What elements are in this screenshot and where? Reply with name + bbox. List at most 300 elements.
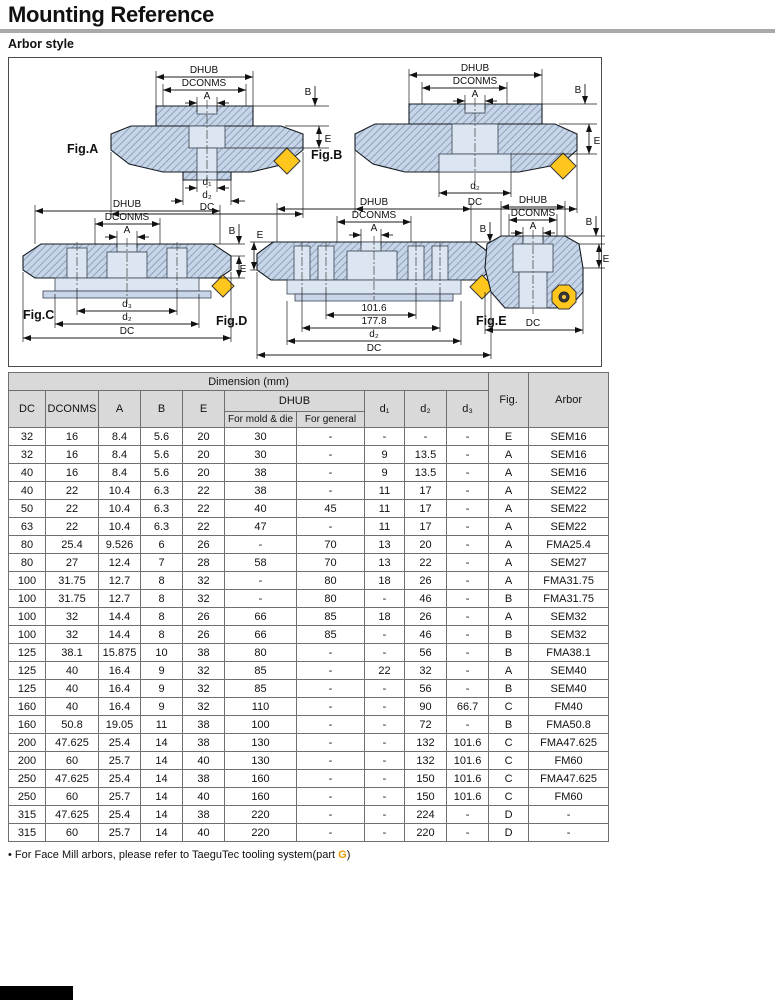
cell: 13.5 bbox=[405, 446, 447, 464]
cell: 32 bbox=[46, 608, 99, 626]
cell: 220 bbox=[405, 824, 447, 842]
table-row bbox=[9, 500, 609, 518]
table-row bbox=[9, 824, 609, 842]
cell: 250 bbox=[9, 788, 46, 806]
header-dhub: DHUB bbox=[225, 391, 365, 412]
dim-label-d2: d₂ bbox=[202, 190, 212, 201]
fig-a-label: Fig.A bbox=[67, 142, 99, 156]
cell: - bbox=[365, 806, 405, 824]
cell: - bbox=[447, 518, 489, 536]
cell: 100 bbox=[9, 608, 46, 626]
cell: - bbox=[365, 752, 405, 770]
cell: A bbox=[489, 500, 529, 518]
cell: - bbox=[365, 824, 405, 842]
dim-label-d2: d₂ bbox=[369, 329, 379, 340]
cell: - bbox=[297, 824, 365, 842]
cell: 25.7 bbox=[99, 752, 141, 770]
cell: 40 bbox=[183, 824, 225, 842]
cell: SEM22 bbox=[529, 500, 609, 518]
dim-label-b: B bbox=[228, 226, 236, 237]
header-dconms: DCONMS bbox=[46, 391, 99, 428]
footnote-part-letter: G bbox=[338, 849, 347, 861]
footnote-bullet: • bbox=[8, 849, 12, 861]
cell: 32 bbox=[405, 662, 447, 680]
cell: 8 bbox=[141, 590, 183, 608]
cell: 9.526 bbox=[99, 536, 141, 554]
header-fig: Fig. bbox=[489, 373, 529, 428]
cell: 160 bbox=[9, 698, 46, 716]
cell: 132 bbox=[405, 734, 447, 752]
cell: A bbox=[489, 536, 529, 554]
cell: 47.625 bbox=[46, 734, 99, 752]
header-e: E bbox=[183, 391, 225, 428]
cell: 8 bbox=[141, 608, 183, 626]
cell: 16 bbox=[46, 446, 99, 464]
cell: 40 bbox=[46, 680, 99, 698]
cell: 19.05 bbox=[99, 716, 141, 734]
cell: 9 bbox=[365, 464, 405, 482]
cell: 17 bbox=[405, 500, 447, 518]
cell: SEM16 bbox=[529, 464, 609, 482]
cell: 27 bbox=[46, 554, 99, 572]
cell: - bbox=[297, 734, 365, 752]
cell: 38 bbox=[183, 644, 225, 662]
dim-label-a: A bbox=[203, 91, 211, 102]
cell: 315 bbox=[9, 824, 46, 842]
cell: 9 bbox=[141, 662, 183, 680]
cell: - bbox=[297, 698, 365, 716]
cell: 22 bbox=[46, 482, 99, 500]
cell: 26 bbox=[405, 572, 447, 590]
cell: 26 bbox=[183, 626, 225, 644]
header-dhub-mold: For mold & die bbox=[225, 412, 297, 428]
cell: 6.3 bbox=[141, 482, 183, 500]
cell: A bbox=[489, 662, 529, 680]
footnote-text: For Face Mill arbors, please refer to TaeguTec tooling system(part bbox=[11, 849, 339, 861]
table-row bbox=[9, 626, 609, 644]
dim-label-dhub: DHUB bbox=[460, 63, 490, 74]
cell: B bbox=[489, 590, 529, 608]
cell: 40 bbox=[46, 662, 99, 680]
arbor-figure-panel bbox=[8, 57, 610, 367]
cell: - bbox=[225, 572, 297, 590]
cell: 101.6 bbox=[447, 770, 489, 788]
cell: 26 bbox=[183, 536, 225, 554]
cell: 11 bbox=[365, 482, 405, 500]
cell: 28 bbox=[183, 554, 225, 572]
cell: 100 bbox=[9, 590, 46, 608]
cell: - bbox=[365, 770, 405, 788]
cell: 38 bbox=[183, 806, 225, 824]
cell: B bbox=[489, 644, 529, 662]
cell: 26 bbox=[405, 608, 447, 626]
dim-label-dc: DC bbox=[525, 318, 541, 329]
cell: SEM16 bbox=[529, 446, 609, 464]
page-title: Mounting Reference bbox=[8, 2, 215, 27]
cell: 250 bbox=[9, 770, 46, 788]
dim-label-dconms: DCONMS bbox=[510, 208, 556, 219]
cell: 125 bbox=[9, 680, 46, 698]
header-d3: d₃ bbox=[447, 391, 489, 428]
cell: 14 bbox=[141, 752, 183, 770]
cell: - bbox=[297, 428, 365, 446]
table-row bbox=[9, 608, 609, 626]
cell: C bbox=[489, 788, 529, 806]
cell: A bbox=[489, 518, 529, 536]
cell: 14 bbox=[141, 824, 183, 842]
cell: FMA31.75 bbox=[529, 572, 609, 590]
cell: 32 bbox=[9, 428, 46, 446]
cell: 80 bbox=[297, 572, 365, 590]
cell: - bbox=[447, 482, 489, 500]
cell: 60 bbox=[46, 788, 99, 806]
cell: 20 bbox=[405, 536, 447, 554]
section-subtitle: Arbor style bbox=[8, 37, 74, 51]
cell: - bbox=[447, 680, 489, 698]
cell: 22 bbox=[46, 500, 99, 518]
cell: - bbox=[297, 482, 365, 500]
dim-label-dconms: DCONMS bbox=[181, 78, 227, 89]
cell: 14 bbox=[141, 734, 183, 752]
cell: - bbox=[297, 464, 365, 482]
dim-label-dhub: DHUB bbox=[189, 65, 219, 76]
dim-label-e: E bbox=[602, 254, 610, 265]
dim-label-dconms: DCONMS bbox=[452, 76, 498, 87]
cell: 17 bbox=[405, 518, 447, 536]
cell: 224 bbox=[405, 806, 447, 824]
cell: 40 bbox=[225, 500, 297, 518]
cell: 130 bbox=[225, 734, 297, 752]
cell: - bbox=[365, 734, 405, 752]
cell: - bbox=[447, 590, 489, 608]
cell: 14 bbox=[141, 806, 183, 824]
cell: 9 bbox=[365, 446, 405, 464]
cell: A bbox=[489, 446, 529, 464]
cell: 22 bbox=[183, 482, 225, 500]
cell: 200 bbox=[9, 734, 46, 752]
table-row bbox=[9, 644, 609, 662]
cell: 26 bbox=[183, 608, 225, 626]
cell: 85 bbox=[225, 662, 297, 680]
dim-label-d1: d₁ bbox=[202, 177, 212, 188]
dim-label-b: B bbox=[479, 224, 487, 235]
cell: 46 bbox=[405, 590, 447, 608]
dim-label-b: B bbox=[585, 217, 593, 228]
cell: 25.7 bbox=[99, 824, 141, 842]
dim-label-dhub: DHUB bbox=[359, 197, 389, 208]
cell: 85 bbox=[297, 608, 365, 626]
header-arbor: Arbor bbox=[529, 373, 609, 428]
fig-d-label: Fig.D bbox=[216, 314, 248, 328]
table-body bbox=[9, 428, 609, 842]
cell: C bbox=[489, 752, 529, 770]
header-a: A bbox=[99, 391, 141, 428]
table-row bbox=[9, 770, 609, 788]
cell: SEM32 bbox=[529, 608, 609, 626]
dim-label-b: B bbox=[304, 87, 312, 98]
cell: - bbox=[529, 824, 609, 842]
cell: - bbox=[447, 428, 489, 446]
cell: - bbox=[365, 716, 405, 734]
table-row bbox=[9, 518, 609, 536]
cell: 40 bbox=[183, 788, 225, 806]
cell: - bbox=[297, 716, 365, 734]
cell: 38 bbox=[183, 734, 225, 752]
cell: E bbox=[489, 428, 529, 446]
cell: 5.6 bbox=[141, 446, 183, 464]
cell: 12.4 bbox=[99, 554, 141, 572]
dim-label-e: E bbox=[239, 264, 247, 275]
cell: 16 bbox=[46, 464, 99, 482]
cell: 160 bbox=[225, 770, 297, 788]
cell: 25.4 bbox=[99, 770, 141, 788]
cell: A bbox=[489, 572, 529, 590]
cell: - bbox=[365, 590, 405, 608]
fig-c-label: Fig.C bbox=[23, 308, 55, 322]
cell: - bbox=[447, 446, 489, 464]
table-row bbox=[9, 752, 609, 770]
cell: 47 bbox=[225, 518, 297, 536]
cell: SEM16 bbox=[529, 428, 609, 446]
cell: A bbox=[489, 554, 529, 572]
cell: - bbox=[225, 536, 297, 554]
cell: 10.4 bbox=[99, 482, 141, 500]
table-row bbox=[9, 662, 609, 680]
cell: 18 bbox=[365, 608, 405, 626]
cell: 66 bbox=[225, 626, 297, 644]
cell: 14 bbox=[141, 770, 183, 788]
cell: 220 bbox=[225, 824, 297, 842]
cell: 7 bbox=[141, 554, 183, 572]
cell: 25.4 bbox=[99, 734, 141, 752]
table-row bbox=[9, 572, 609, 590]
table-row bbox=[9, 806, 609, 824]
cell: - bbox=[529, 806, 609, 824]
dimension-table bbox=[8, 372, 609, 842]
cell: 20 bbox=[183, 464, 225, 482]
footnote-text-after: ) bbox=[346, 849, 351, 861]
cell: FMA50.8 bbox=[529, 716, 609, 734]
cell: - bbox=[297, 446, 365, 464]
cell: A bbox=[489, 464, 529, 482]
table-row bbox=[9, 788, 609, 806]
cell: 32 bbox=[183, 590, 225, 608]
cell: 25.4 bbox=[46, 536, 99, 554]
cell: D bbox=[489, 806, 529, 824]
cell: 13.5 bbox=[405, 464, 447, 482]
cell: 60 bbox=[46, 752, 99, 770]
cell: 31.75 bbox=[46, 590, 99, 608]
dim-label-a: A bbox=[123, 225, 131, 236]
cell: - bbox=[297, 680, 365, 698]
cell: 100 bbox=[9, 572, 46, 590]
cell: 8.4 bbox=[99, 446, 141, 464]
cell: 125 bbox=[9, 644, 46, 662]
table-row bbox=[9, 734, 609, 752]
cell: 16.4 bbox=[99, 698, 141, 716]
cell: 31.75 bbox=[46, 572, 99, 590]
cell: D bbox=[489, 824, 529, 842]
cell: 18 bbox=[365, 572, 405, 590]
table-row bbox=[9, 698, 609, 716]
footnote bbox=[8, 849, 350, 861]
cell: 46 bbox=[405, 626, 447, 644]
cell: 14.4 bbox=[99, 608, 141, 626]
cell: 47.625 bbox=[46, 770, 99, 788]
cell: 22 bbox=[183, 500, 225, 518]
fig-c-drawing bbox=[15, 198, 247, 344]
cell: 47.625 bbox=[46, 806, 99, 824]
cell: - bbox=[297, 518, 365, 536]
cell: 20 bbox=[183, 428, 225, 446]
table-row bbox=[9, 428, 609, 446]
cell: 101.6 bbox=[447, 734, 489, 752]
cell: 130 bbox=[225, 752, 297, 770]
cell: 32 bbox=[183, 698, 225, 716]
cell: FMA47.625 bbox=[529, 770, 609, 788]
cell: 80 bbox=[297, 590, 365, 608]
cell: - bbox=[365, 428, 405, 446]
cell: 10.4 bbox=[99, 500, 141, 518]
cell: 58 bbox=[225, 554, 297, 572]
cell: SEM27 bbox=[529, 554, 609, 572]
dim-label-dc: DC bbox=[366, 343, 382, 354]
cell: - bbox=[297, 788, 365, 806]
table-row bbox=[9, 536, 609, 554]
cell: 90 bbox=[405, 698, 447, 716]
cell: 25.4 bbox=[99, 806, 141, 824]
dim-label-d2: d₂ bbox=[470, 181, 480, 192]
cell: 50.8 bbox=[46, 716, 99, 734]
cell: 60 bbox=[46, 824, 99, 842]
cell: - bbox=[365, 788, 405, 806]
cell: - bbox=[447, 626, 489, 644]
cell: 101.6 bbox=[447, 752, 489, 770]
cell: 72 bbox=[405, 716, 447, 734]
cell: 220 bbox=[225, 806, 297, 824]
cell: 8 bbox=[141, 626, 183, 644]
cell: 6.3 bbox=[141, 518, 183, 536]
cell: FMA25.4 bbox=[529, 536, 609, 554]
insert-screw-center bbox=[562, 295, 566, 299]
cell: 100 bbox=[9, 626, 46, 644]
cell: 30 bbox=[225, 428, 297, 446]
cell: FM60 bbox=[529, 752, 609, 770]
cell: 101.6 bbox=[447, 788, 489, 806]
dim-label-dc: DC bbox=[467, 197, 483, 208]
cell: 200 bbox=[9, 752, 46, 770]
cell: SEM40 bbox=[529, 662, 609, 680]
cell: A bbox=[489, 608, 529, 626]
cell: - bbox=[447, 536, 489, 554]
cell: FM40 bbox=[529, 698, 609, 716]
cell: 11 bbox=[365, 518, 405, 536]
cell: 32 bbox=[183, 572, 225, 590]
cell: 110 bbox=[225, 698, 297, 716]
cell: - bbox=[297, 644, 365, 662]
dim-label-dc: DC bbox=[199, 202, 215, 213]
cell: 56 bbox=[405, 644, 447, 662]
cell: - bbox=[225, 590, 297, 608]
cell: 38 bbox=[183, 770, 225, 788]
cell: FMA38.1 bbox=[529, 644, 609, 662]
cell: 38 bbox=[225, 482, 297, 500]
cell: B bbox=[489, 626, 529, 644]
table-header bbox=[9, 373, 609, 428]
dim-label-dhub: DHUB bbox=[518, 195, 548, 206]
cell: 32 bbox=[183, 662, 225, 680]
cell: 66 bbox=[225, 608, 297, 626]
cell: - bbox=[447, 554, 489, 572]
cell: 85 bbox=[225, 680, 297, 698]
cell: 16 bbox=[46, 428, 99, 446]
cell: 38 bbox=[225, 464, 297, 482]
header-dimension-group: Dimension (mm) bbox=[9, 373, 489, 391]
cell: - bbox=[447, 464, 489, 482]
cell: 9 bbox=[141, 698, 183, 716]
cell: 40 bbox=[9, 482, 46, 500]
dim-label-bc2: 177.8 bbox=[361, 316, 387, 327]
dim-label-d3: d₃ bbox=[122, 299, 132, 310]
cell: - bbox=[447, 644, 489, 662]
header-dhub-general: For general bbox=[297, 412, 365, 428]
cell: 10.4 bbox=[99, 518, 141, 536]
cell: - bbox=[447, 572, 489, 590]
cell: 40 bbox=[183, 752, 225, 770]
cell: 32 bbox=[46, 626, 99, 644]
cell: C bbox=[489, 734, 529, 752]
cell: - bbox=[447, 500, 489, 518]
dim-label-a: A bbox=[370, 223, 378, 234]
table-row bbox=[9, 716, 609, 734]
table-row bbox=[9, 446, 609, 464]
cell: 6 bbox=[141, 536, 183, 554]
cell: 5.6 bbox=[141, 464, 183, 482]
cell: 315 bbox=[9, 806, 46, 824]
cell: 11 bbox=[141, 716, 183, 734]
cell: 16.4 bbox=[99, 662, 141, 680]
cell: SEM32 bbox=[529, 626, 609, 644]
cell: 14.4 bbox=[99, 626, 141, 644]
cell: - bbox=[297, 806, 365, 824]
cell: 66.7 bbox=[447, 698, 489, 716]
cell: 15.875 bbox=[99, 644, 141, 662]
fig-d-drawing bbox=[249, 196, 499, 364]
dim-label-e: E bbox=[256, 230, 264, 241]
cell: - bbox=[297, 752, 365, 770]
cell: - bbox=[447, 806, 489, 824]
cell: 9 bbox=[141, 680, 183, 698]
cell: 80 bbox=[9, 536, 46, 554]
dim-label-a: A bbox=[471, 89, 479, 100]
header-d1: d₁ bbox=[365, 391, 405, 428]
cell: 13 bbox=[365, 536, 405, 554]
cell: - bbox=[365, 626, 405, 644]
dim-label-dc: DC bbox=[119, 326, 135, 337]
cell: 20 bbox=[183, 446, 225, 464]
cell: 25.7 bbox=[99, 788, 141, 806]
cell: 5.6 bbox=[141, 428, 183, 446]
cell: 63 bbox=[9, 518, 46, 536]
cell: 40 bbox=[9, 464, 46, 482]
cell: B bbox=[489, 680, 529, 698]
cell: 22 bbox=[365, 662, 405, 680]
fig-d-container bbox=[249, 196, 499, 364]
cell: - bbox=[297, 770, 365, 788]
dim-label-dconms: DCONMS bbox=[351, 210, 397, 221]
fig-c-container bbox=[15, 198, 247, 344]
cell: SEM22 bbox=[529, 518, 609, 536]
